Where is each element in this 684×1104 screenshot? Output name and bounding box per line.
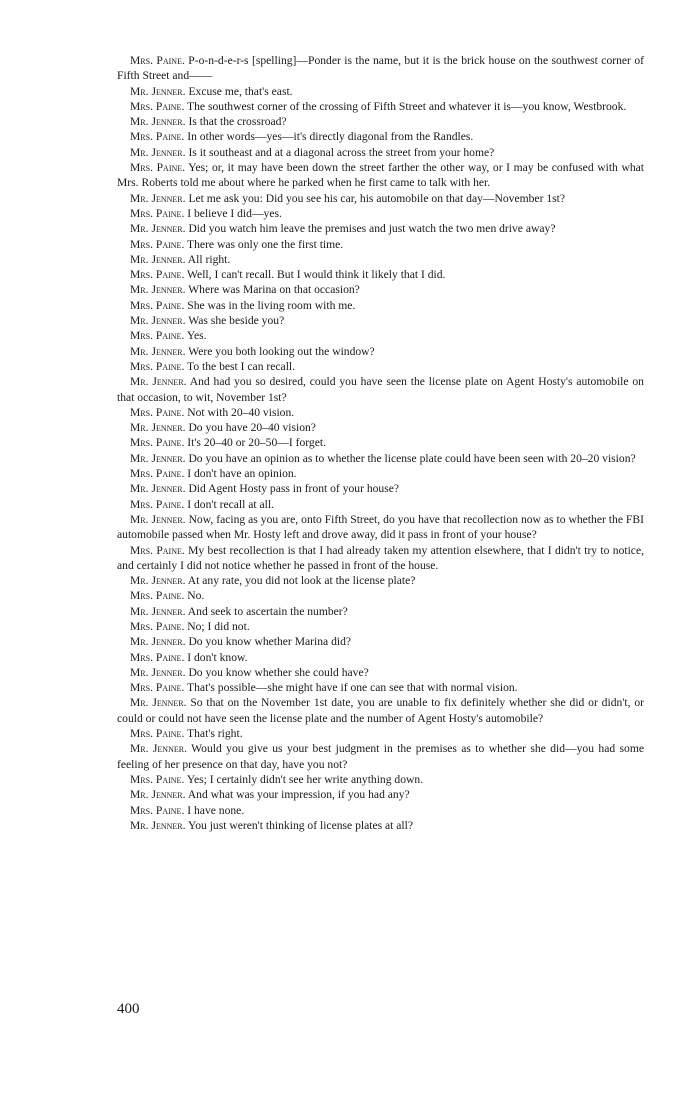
testimony-text: Was she beside you? — [188, 314, 285, 328]
speaker-label: Mr. Jenner. — [130, 252, 186, 266]
testimony-text: She was in the living room with me. — [187, 298, 356, 312]
testimony-text: So that on the November 1st date, you are unable to fix definitely whether she did or didn't, or could or could not have seen the license plate and the number of Agent Hosty's automobile? — [117, 696, 644, 725]
testimony-text: Excuse me, that's east. — [188, 84, 293, 98]
speaker-label: Mr. Jenner. — [130, 665, 186, 679]
testimony-text: And had you so desired, could you have seen the license plate on Agent Hosty's automobile on that occasion, to wit, November 1st? — [117, 375, 644, 404]
speaker-label: Mrs. Paine. — [130, 681, 185, 695]
speaker-label: Mrs. Paine. — [130, 497, 185, 511]
testimony-paragraph — [117, 451, 644, 466]
speaker-label: Mrs. Paine. — [130, 619, 185, 633]
speaker-label: Mrs. Paine. — [130, 359, 185, 373]
testimony-paragraph — [117, 818, 644, 833]
testimony-paragraph — [117, 267, 644, 282]
testimony-paragraph — [117, 282, 644, 297]
testimony-text: Where was Marina on that occasion? — [188, 283, 360, 297]
speaker-label: Mr. Jenner. — [130, 512, 186, 526]
speaker-label: Mr. Jenner. — [130, 451, 186, 465]
page-number: 400 — [117, 1001, 140, 1017]
testimony-text: All right. — [187, 252, 231, 266]
testimony-text: Do you know whether she could have? — [188, 665, 369, 679]
speaker-label: Mrs. Paine. — [130, 589, 185, 603]
testimony-text: In other words—yes—it's directly diagonal from the Randles. — [187, 130, 474, 144]
speaker-label: Mr. Jenner. — [130, 191, 186, 205]
testimony-paragraph — [117, 588, 644, 603]
testimony-paragraph — [117, 420, 644, 435]
speaker-label: Mr. Jenner. — [130, 574, 186, 588]
speaker-label: Mrs. Paine. — [130, 650, 185, 664]
testimony-paragraph — [117, 435, 644, 450]
testimony-text: Is it southeast and at a diagonal across the street from your home? — [188, 145, 495, 159]
testimony-text: Do you have 20–40 vision? — [188, 421, 316, 435]
testimony-paragraph — [117, 84, 644, 99]
testimony-paragraph — [117, 803, 644, 818]
testimony-paragraph — [117, 145, 644, 160]
testimony-text: No. — [187, 589, 205, 603]
testimony-text: The southwest corner of the crossing of Fifth Street and whatever it is—you know, Westbrook. — [187, 99, 627, 113]
speaker-label: Mrs. Paine. — [130, 206, 185, 220]
testimony-paragraph — [117, 543, 644, 574]
speaker-label: Mrs. Paine. — [130, 405, 185, 419]
testimony-paragraph — [117, 497, 644, 512]
speaker-label: Mr. Jenner. — [130, 283, 186, 297]
speaker-label: Mr. Jenner. — [130, 222, 186, 236]
speaker-label: Mrs. Paine. — [130, 161, 186, 175]
speaker-label: Mr. Jenner. — [130, 635, 186, 649]
speaker-label: Mrs. Paine. — [130, 467, 185, 481]
testimony-paragraph — [117, 741, 644, 772]
testimony-text: I have none. — [187, 803, 245, 817]
speaker-label: Mrs. Paine. — [130, 99, 185, 113]
speaker-label: Mrs. Paine. — [130, 54, 185, 67]
testimony-paragraph — [117, 604, 644, 619]
testimony-text: My best recollection is that I had already taken my attention elsewhere, that I didn't try to notice, and certainly I did not notice whether he passed in front of the house. — [117, 543, 644, 572]
speaker-label: Mrs. Paine. — [130, 803, 185, 817]
testimony-text: To the best I can recall. — [187, 359, 296, 373]
speaker-label: Mr. Jenner. — [130, 375, 187, 389]
speaker-label: Mr. Jenner. — [130, 696, 187, 710]
testimony-paragraph — [117, 680, 644, 695]
speaker-label: Mrs. Paine. — [130, 329, 185, 343]
speaker-label: Mrs. Paine. — [130, 772, 185, 786]
testimony-paragraph — [117, 619, 644, 634]
speaker-label: Mr. Jenner. — [130, 145, 186, 159]
speaker-label: Mr. Jenner. — [130, 84, 186, 98]
testimony-paragraph — [117, 191, 644, 206]
speaker-label: Mr. Jenner. — [130, 818, 186, 832]
testimony-text: Now, facing as you are, onto Fifth Street, do you have that recollection now as to whether the FBI automobile passed when Mr. Hosty left and drove away, did it pass in front of your house? — [117, 512, 644, 542]
testimony-text: I don't know. — [187, 650, 248, 664]
speaker-label: Mr. Jenner. — [130, 115, 186, 129]
testimony-paragraph — [117, 787, 644, 802]
speaker-label: Mr. Jenner. — [130, 421, 186, 435]
testimony-text: No; I did not. — [187, 619, 250, 633]
testimony-text: Were you both looking out the window? — [188, 344, 375, 358]
testimony-text: I don't recall at all. — [187, 497, 274, 511]
testimony-text: Well, I can't recall. But I would think it likely that I did. — [187, 268, 446, 282]
speaker-label: Mrs. Paine. — [130, 298, 185, 312]
testimony-paragraph — [117, 53, 644, 84]
testimony-paragraph — [117, 665, 644, 680]
testimony-paragraph — [117, 313, 644, 328]
testimony-text: That's possible—she might have if one can see that with normal vision. — [187, 681, 518, 695]
testimony-text: There was only one the first time. — [187, 237, 344, 251]
speaker-label: Mrs. Paine. — [130, 130, 185, 144]
speaker-label: Mr. Jenner. — [130, 482, 186, 496]
speaker-label: Mrs. Paine. — [130, 237, 185, 251]
speaker-label: Mr. Jenner. — [130, 604, 186, 618]
testimony-paragraph — [117, 160, 644, 191]
testimony-paragraph — [117, 206, 644, 221]
speaker-label: Mrs. Paine. — [130, 268, 185, 282]
speaker-label: Mr. Jenner. — [130, 314, 186, 328]
testimony-paragraph — [117, 221, 644, 236]
testimony-text: Let me ask you: Did you see his car, his automobile on that day—November 1st? — [188, 191, 566, 205]
testimony-paragraph — [117, 374, 644, 405]
testimony-text: Do you know whether Marina did? — [188, 635, 352, 649]
testimony-paragraph — [117, 512, 644, 543]
speaker-label: Mrs. Paine. — [130, 727, 185, 741]
testimony-text: Do you have an opinion as to whether the license plate could have been seen with 20–20 vision? — [188, 451, 636, 465]
testimony-text: Did you watch him leave the premises and just watch the two men drive away? — [188, 222, 556, 236]
speaker-label: Mr. Jenner. — [130, 344, 186, 358]
testimony-paragraph — [117, 298, 644, 313]
testimony-text: It's 20–40 or 20–50—I forget. — [187, 436, 326, 450]
testimony-paragraph — [117, 772, 644, 787]
testimony-text: Yes. — [186, 329, 207, 343]
testimony-text: Yes; I certainly didn't see her write anything down. — [186, 772, 424, 786]
testimony-paragraph — [117, 466, 644, 481]
testimony-text: That's right. — [187, 727, 243, 741]
testimony-text: And what was your impression, if you had any? — [187, 788, 410, 802]
testimony-text: Did Agent Hosty pass in front of your house? — [188, 482, 400, 496]
testimony-paragraph — [117, 573, 644, 588]
testimony-paragraph — [117, 359, 644, 374]
testimony-paragraph — [117, 481, 644, 496]
testimony-paragraph — [117, 252, 644, 267]
testimony-text: P-o-n-d-e-r-s [spelling]—Ponder is the name, but it is the brick house on the southwest corner of Fifth Street and—— — [117, 54, 644, 83]
speaker-label: Mrs. Paine. — [130, 436, 185, 450]
testimony-paragraph — [117, 114, 644, 129]
testimony-text: I don't have an opinion. — [187, 467, 297, 481]
testimony-paragraph — [117, 129, 644, 144]
testimony-paragraph — [117, 634, 644, 649]
transcript-body — [117, 53, 644, 833]
testimony-text: I believe I did—yes. — [187, 206, 282, 220]
testimony-text: You just weren't thinking of license plates at all? — [188, 818, 414, 832]
speaker-label: Mr. Jenner. — [130, 742, 187, 756]
testimony-paragraph — [117, 328, 644, 343]
testimony-paragraph — [117, 99, 644, 114]
speaker-label: Mrs. Paine. — [130, 543, 185, 557]
testimony-text: Is that the crossroad? — [188, 115, 287, 129]
testimony-text: And seek to ascertain the number? — [187, 604, 348, 618]
testimony-text: Yes; or, it may have been down the street farther the other way, or I may be confused with what Mrs. Roberts told me about where he parked when he first came to talk with her. — [117, 161, 644, 190]
testimony-paragraph — [117, 650, 644, 665]
testimony-paragraph — [117, 344, 644, 359]
testimony-text: Would you give us your best judgment in the premises as to whether she did—you had some feeling of her presence on that day, have you not? — [117, 742, 644, 771]
testimony-paragraph — [117, 695, 644, 726]
testimony-text: At any rate, you did not look at the license plate? — [187, 574, 416, 588]
testimony-paragraph — [117, 726, 644, 741]
testimony-text: Not with 20–40 vision. — [187, 405, 295, 419]
testimony-paragraph — [117, 237, 644, 252]
speaker-label: Mr. Jenner. — [130, 788, 186, 802]
testimony-paragraph — [117, 405, 644, 420]
